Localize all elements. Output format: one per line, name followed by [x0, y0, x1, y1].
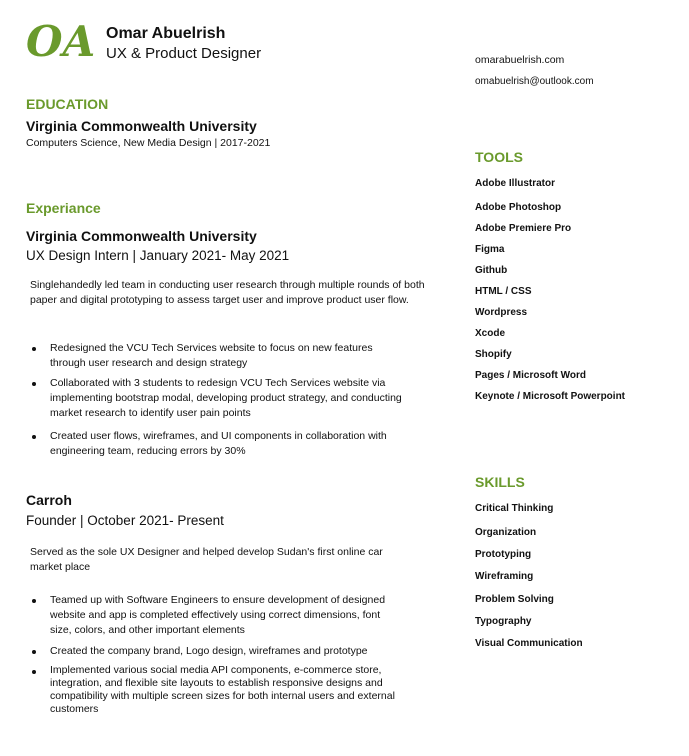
skill-item: Visual Communication	[475, 638, 583, 649]
svg-text:OA: OA	[26, 18, 96, 64]
job-bullets	[30, 341, 410, 459]
job-org: Carroh	[26, 492, 72, 508]
tool-item: Shopify	[475, 349, 512, 360]
tool-item: Xcode	[475, 328, 506, 339]
tool-item: Wordpress	[475, 307, 528, 318]
skill-item: Typography	[475, 616, 532, 627]
candidate-title: UX & Product Designer	[106, 45, 262, 62]
tool-item: Github	[475, 265, 508, 276]
education-heading: EDUCATION	[26, 96, 109, 112]
job-role: UX Design Intern | January 2021- May 2021	[26, 248, 290, 263]
list-item: Created user flows, wireframes, and UI components in collaboration with engineering team, reducing errors by 30%	[30, 429, 410, 459]
skill-item: Wireframing	[475, 571, 534, 582]
tools-list	[475, 178, 675, 408]
tool-item: Pages / Microsoft Word	[475, 370, 586, 381]
list-item: Implemented various social media API components, e-commerce store, integration, and flexible site layouts to establish responsive designs and compatibility with multiple screen sizes for both internal users and external customers	[30, 664, 400, 716]
job-bullets	[30, 593, 400, 716]
experience-heading: Experiance	[26, 200, 101, 216]
list-item: Redesigned the VCU Tech Services website to focus on new features through user research and design strategy	[30, 341, 410, 371]
education-detail: Computers Science, New Media Design | 2017-2021	[26, 137, 271, 149]
tools-heading: TOOLS	[475, 149, 523, 165]
education-school: Virginia Commonwealth University	[26, 118, 257, 134]
job-role: Founder | October 2021- Present	[26, 513, 224, 528]
skill-item: Problem Solving	[475, 594, 554, 605]
tool-item: Adobe Photoshop	[475, 202, 562, 213]
oa-logo	[26, 18, 98, 64]
skills-heading: SKILLS	[475, 474, 525, 490]
tool-item: Figma	[475, 244, 505, 255]
skill-item: Critical Thinking	[475, 503, 554, 514]
tool-item: Adobe Premiere Pro	[475, 223, 572, 234]
email-link[interactable]: omabuelrish@outlook.com	[475, 76, 594, 87]
list-item: Collaborated with 3 students to redesign VCU Tech Services website via implementing bootstrap modal, developing product strategy, and conducting market research to identify user pain points	[30, 376, 410, 421]
job-summary: Singlehandedly led team in conducting user research through multiple rounds of both paper and digital prototyping to assess target user and improve product user flow.	[30, 279, 425, 306]
skill-item: Prototyping	[475, 549, 532, 560]
list-item: Teamed up with Software Engineers to ensure development of designed website and app is completed effectively using correct dimensions, font size, colors, and other important elements	[30, 593, 400, 638]
tool-item: Keynote / Microsoft Powerpoint	[475, 391, 626, 402]
job-summary: Served as the sole UX Designer and helped develop Sudan's first online car market place	[30, 546, 383, 573]
tool-item: Adobe Illustrator	[475, 178, 556, 189]
candidate-name: Omar Abuelrish	[106, 25, 226, 42]
website-link[interactable]: omarabuelrish.com	[475, 54, 565, 66]
skills-list	[475, 503, 675, 653]
list-item: Created the company brand, Logo design, wireframes and prototype	[30, 644, 400, 659]
tool-item: HTML / CSS	[475, 286, 532, 297]
skill-item: Organization	[475, 527, 537, 538]
job-org: Virginia Commonwealth University	[26, 228, 257, 244]
